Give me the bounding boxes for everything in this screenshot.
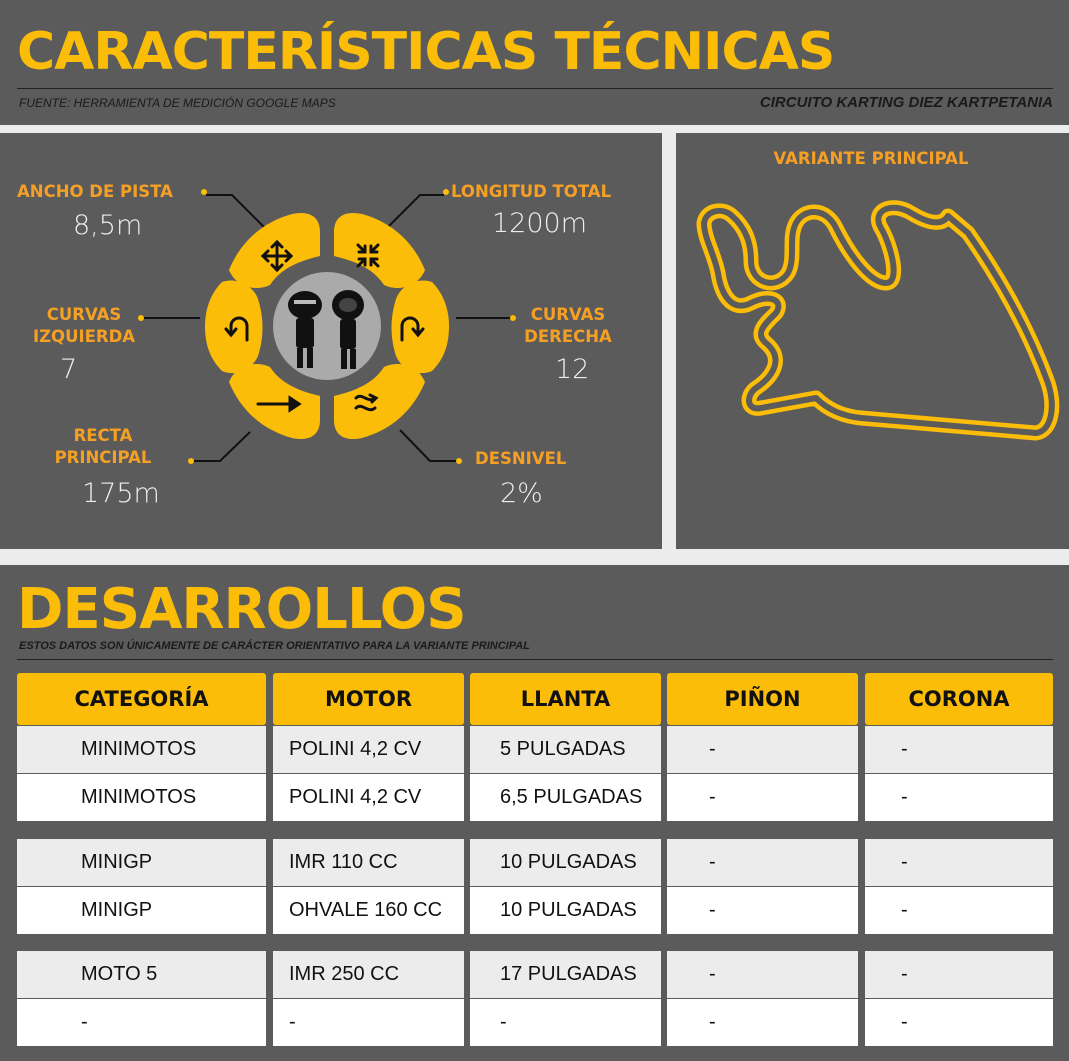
page-title: CARACTERÍSTICAS TÉCNICAS — [17, 22, 835, 82]
column-llanta — [470, 673, 661, 1052]
table-cell — [667, 726, 858, 773]
table-cell — [470, 726, 661, 773]
table-cell — [273, 887, 464, 934]
table-cell-text: - — [709, 963, 716, 985]
table-cell — [273, 999, 464, 1046]
spec-ancho-dot — [201, 189, 207, 195]
table-cell — [17, 999, 266, 1046]
spec-curvas-izq-label-2: IZQUIERDA — [32, 327, 136, 346]
spec-curvas-izq-label — [20, 304, 148, 348]
table-cell — [273, 951, 464, 998]
table-cell-text: MINIMOTOS — [81, 738, 197, 760]
spec-desnivel-dot — [456, 458, 462, 464]
spec-recta-dot — [188, 458, 194, 464]
table-cell-text: - — [709, 786, 716, 808]
table-cell-text: - — [709, 899, 716, 921]
column-header-motor: MOTOR — [273, 673, 464, 725]
table-cell-text: MINIGP — [81, 899, 153, 921]
table-cell — [470, 951, 661, 998]
spec-ancho-label: ANCHO DE PISTA — [17, 182, 173, 201]
table-cell-text: MINIMOTOS — [81, 786, 197, 808]
spec-longitud-value: 1200m — [492, 208, 588, 239]
table-cell — [17, 887, 266, 934]
table-cell — [17, 951, 266, 998]
spec-recta-label-1: RECTA — [73, 426, 133, 445]
table-cell — [667, 999, 858, 1046]
table-cell-text: - — [500, 1011, 507, 1033]
spec-recta-value: 175m — [82, 478, 160, 509]
table-cell — [865, 999, 1053, 1046]
table-cell-text: 5 PULGADAS — [500, 738, 626, 760]
spec-curvas-izq-dot — [138, 315, 144, 321]
table-cell-text: 10 PULGADAS — [500, 851, 637, 873]
spec-ancho-value: 8,5m — [73, 210, 143, 241]
spec-desnivel-label: DESNIVEL — [475, 449, 567, 468]
table-cell-text: 6,5 PULGADAS — [500, 786, 643, 808]
table-cell-text: - — [709, 851, 716, 873]
spec-recta-label-2: PRINCIPAL — [54, 448, 152, 467]
column-pinon — [667, 673, 858, 1052]
table-cell-text: IMR 250 CC — [289, 963, 400, 985]
table-cell-text: MINIGP — [81, 851, 153, 873]
spec-desnivel-value: 2% — [500, 478, 543, 509]
segment-right — [392, 281, 450, 374]
table-cell-text: - — [901, 1011, 908, 1033]
table-cell-text: - — [709, 738, 716, 760]
table-cell — [865, 839, 1053, 886]
table-cell-text: MOTO 5 — [81, 963, 158, 985]
table-cell-text: 10 PULGADAS — [500, 899, 637, 921]
table-cell — [273, 774, 464, 821]
table-cell — [17, 726, 266, 773]
table-cell — [667, 951, 858, 998]
track-layout-icon — [676, 133, 1069, 549]
table-cell — [865, 726, 1053, 773]
table-cell-text: - — [81, 1011, 88, 1033]
spec-recta-label — [40, 425, 166, 469]
table-cell — [865, 887, 1053, 934]
table-cell-text: - — [901, 786, 908, 808]
spec-curvas-der-value: 12 — [555, 354, 590, 385]
column-header-categoria: CATEGORÍA — [17, 673, 266, 725]
table-cell — [470, 839, 661, 886]
table-cell — [470, 774, 661, 821]
table-cell — [865, 951, 1053, 998]
table-cell — [470, 999, 661, 1046]
column-header-pinon: PIÑON — [667, 673, 858, 725]
developments-divider — [17, 659, 1053, 660]
segment-left — [205, 281, 263, 374]
table-cell-text: - — [709, 1011, 716, 1033]
table-cell — [17, 774, 266, 821]
variant-label: VARIANTE PRINCIPAL — [773, 149, 969, 168]
circuit-name: CIRCUITO KARTING DIEZ KARTPETANIA — [759, 94, 1053, 111]
table-cell-text: - — [289, 1011, 296, 1033]
spec-curvas-der-label — [510, 304, 626, 348]
table-cell-text: IMR 110 CC — [289, 851, 398, 873]
table-cell-text: OHVALE 160 CC — [289, 899, 443, 921]
table-cell — [667, 887, 858, 934]
spec-longitud-dot — [443, 189, 449, 195]
column-categoria — [17, 673, 266, 1052]
table-cell — [865, 774, 1053, 821]
table-cell-text: POLINI 4,2 CV — [289, 738, 422, 760]
spec-curvas-der-label-2: DERECHA — [524, 327, 612, 346]
table-cell-text: - — [901, 851, 908, 873]
table-cell — [17, 839, 266, 886]
spec-curvas-izq-value: 7 — [60, 354, 78, 385]
table-cell — [273, 726, 464, 773]
spec-curvas-der-label-1: CURVAS — [530, 305, 606, 324]
table-cell — [667, 839, 858, 886]
table-cell — [470, 887, 661, 934]
source-note: FUENTE: HERRAMIENTA DE MEDICIÓN GOOGLE MAPS — [19, 96, 336, 110]
column-corona — [865, 673, 1053, 1052]
table-cell-text: 17 PULGADAS — [500, 963, 637, 985]
column-header-corona: CORONA — [865, 673, 1053, 725]
table-cell-text: - — [901, 899, 908, 921]
table-cell — [273, 839, 464, 886]
developments-title: DESARROLLOS — [17, 577, 466, 642]
table-cell — [667, 774, 858, 821]
table-cell-text: - — [901, 963, 908, 985]
table-cell-text: - — [901, 738, 908, 760]
developments-note: ESTOS DATOS SON ÚNICAMENTE DE CARÁCTER ORIENTATIVO PARA LA VARIANTE PRINCIPAL — [19, 640, 530, 652]
column-header-llanta: LLANTA — [470, 673, 661, 725]
column-motor — [273, 673, 464, 1052]
table-cell-text: POLINI 4,2 CV — [289, 786, 422, 808]
riders-helmet-icon — [273, 272, 381, 380]
spec-longitud-label: LONGITUD TOTAL — [451, 182, 612, 201]
spec-curvas-izq-label-1: CURVAS — [46, 305, 122, 324]
